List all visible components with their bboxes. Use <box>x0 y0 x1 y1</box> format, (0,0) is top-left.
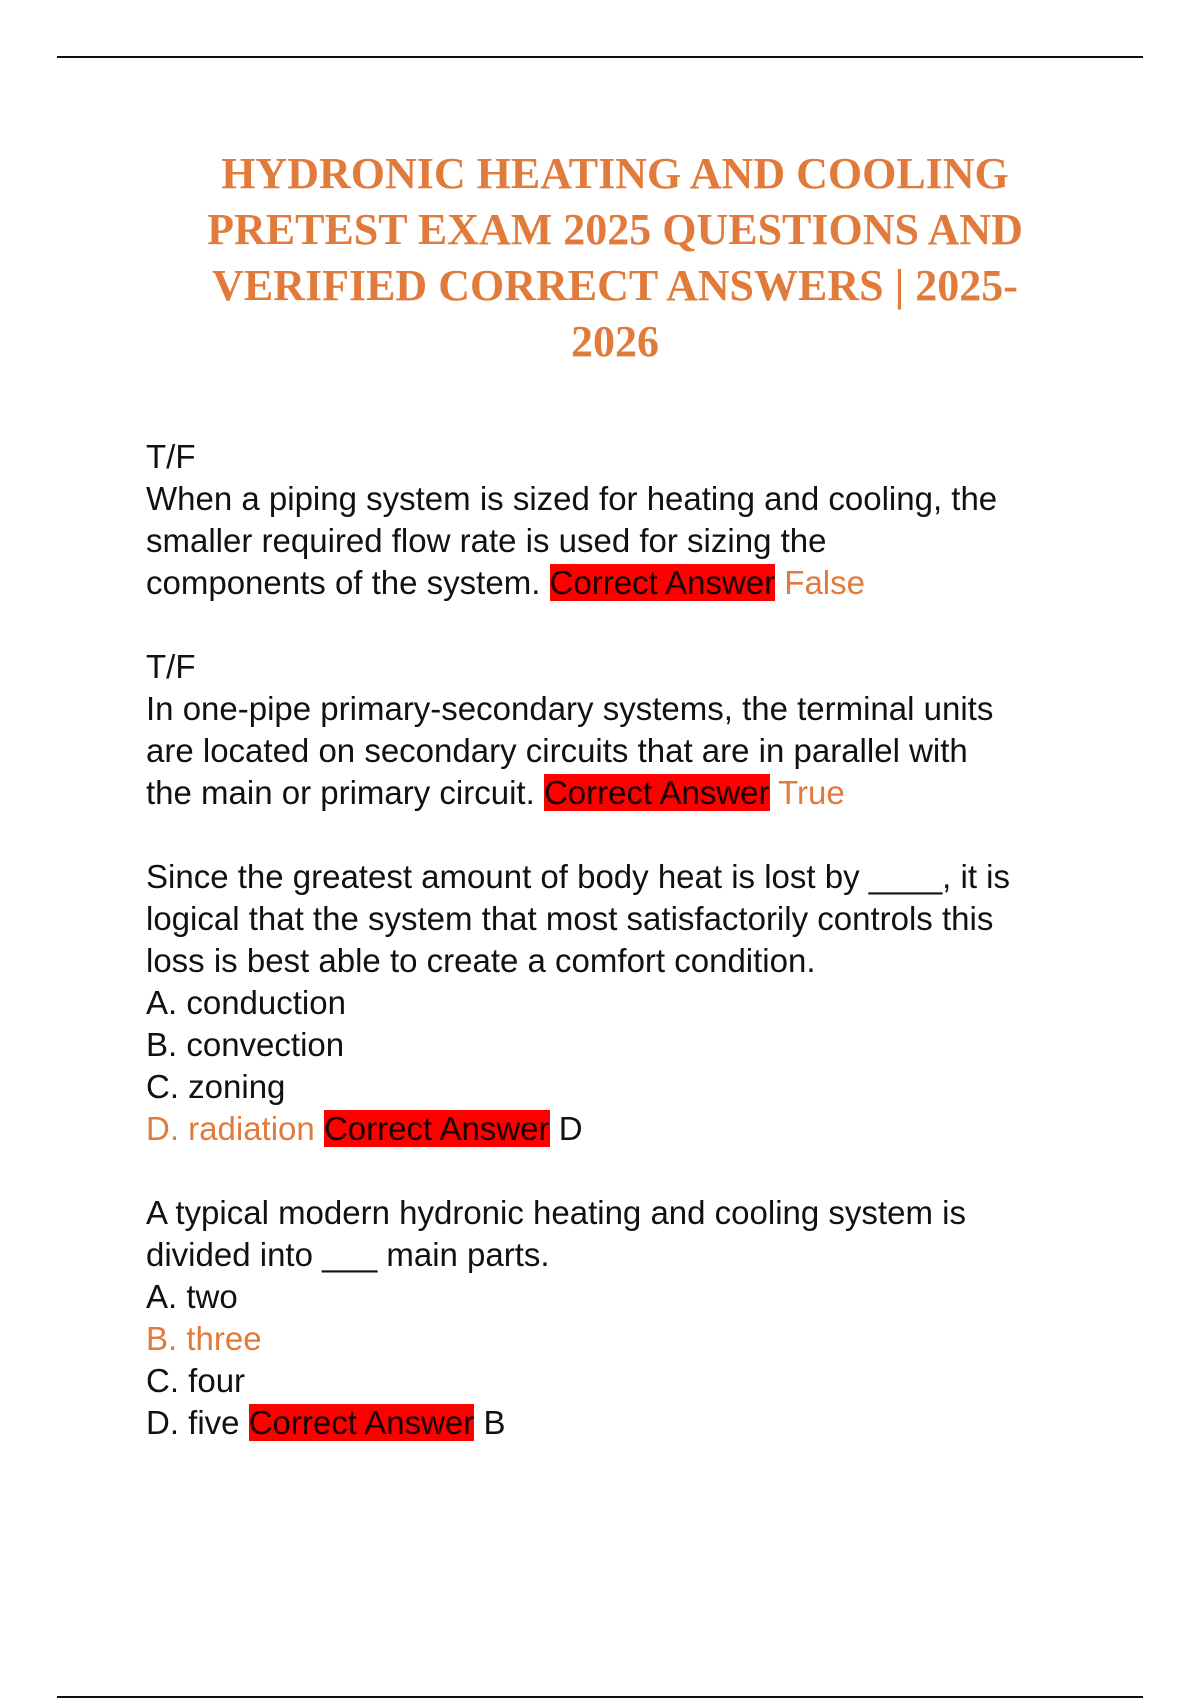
correct-answer-label: Correct Answer <box>543 774 770 811</box>
question-text-line: A typical modern hydronic heating and cooling system is <box>146 1194 966 1231</box>
title-line: HYDRONIC HEATING AND COOLING <box>221 149 1009 198</box>
answer-option: B. convection <box>146 1026 345 1063</box>
answer-option: D. five <box>146 1404 240 1441</box>
document-title <box>130 146 1100 370</box>
question-text-line <box>146 562 1096 604</box>
correct-answer-label: Correct Answer <box>323 1110 550 1147</box>
question-text-line: loss is best able to create a comfort condition. <box>146 942 816 979</box>
top-rule <box>57 56 1143 58</box>
question-type-label: T/F <box>146 648 196 685</box>
question-text-line: logical that the system that most satisfactorily controls this <box>146 900 994 937</box>
title-line: PRETEST EXAM 2025 QUESTIONS AND <box>207 205 1023 254</box>
question-text-line: When a piping system is sized for heating and cooling, the <box>146 480 998 517</box>
answer-value: True <box>778 774 845 811</box>
question-3 <box>146 856 1096 1150</box>
questions-body <box>146 436 1096 1486</box>
answer-option: C. four <box>146 1362 246 1399</box>
question-type-label: T/F <box>146 438 196 475</box>
question-text-line: smaller required flow rate is used for sizing the <box>146 522 827 559</box>
answer-value: False <box>784 564 865 601</box>
question-text-line: Since the greatest amount of body heat is lost by ____, it is <box>146 858 1011 895</box>
answer-option-correct: B. three <box>146 1320 262 1357</box>
answer-value: D <box>558 1110 583 1147</box>
question-text: components of the system. <box>146 564 541 601</box>
answer-option-correct: D. radiation <box>146 1110 315 1147</box>
answer-option: A. two <box>146 1278 238 1315</box>
correct-answer-label: Correct Answer <box>549 564 776 601</box>
question-text-line: are located on secondary circuits that are in parallel with <box>146 732 968 769</box>
title-line: 2026 <box>571 317 659 366</box>
question-text-line: In one-pipe primary-secondary systems, the terminal units <box>146 690 994 727</box>
question-4 <box>146 1192 1096 1444</box>
question-2 <box>146 646 1096 814</box>
question-text-line <box>146 772 1096 814</box>
question-text: the main or primary circuit. <box>146 774 535 811</box>
question-text-line: divided into ___ main parts. <box>146 1236 550 1273</box>
answer-option-row <box>146 1402 1096 1444</box>
answer-option: A. conduction <box>146 984 346 1021</box>
question-1 <box>146 436 1096 604</box>
bottom-rule <box>57 1696 1143 1698</box>
correct-answer-label: Correct Answer <box>248 1404 475 1441</box>
answer-value: B <box>483 1404 506 1441</box>
answer-option-row <box>146 1108 1096 1150</box>
title-line: VERIFIED CORRECT ANSWERS | 2025- <box>212 261 1018 310</box>
answer-option: C. zoning <box>146 1068 286 1105</box>
